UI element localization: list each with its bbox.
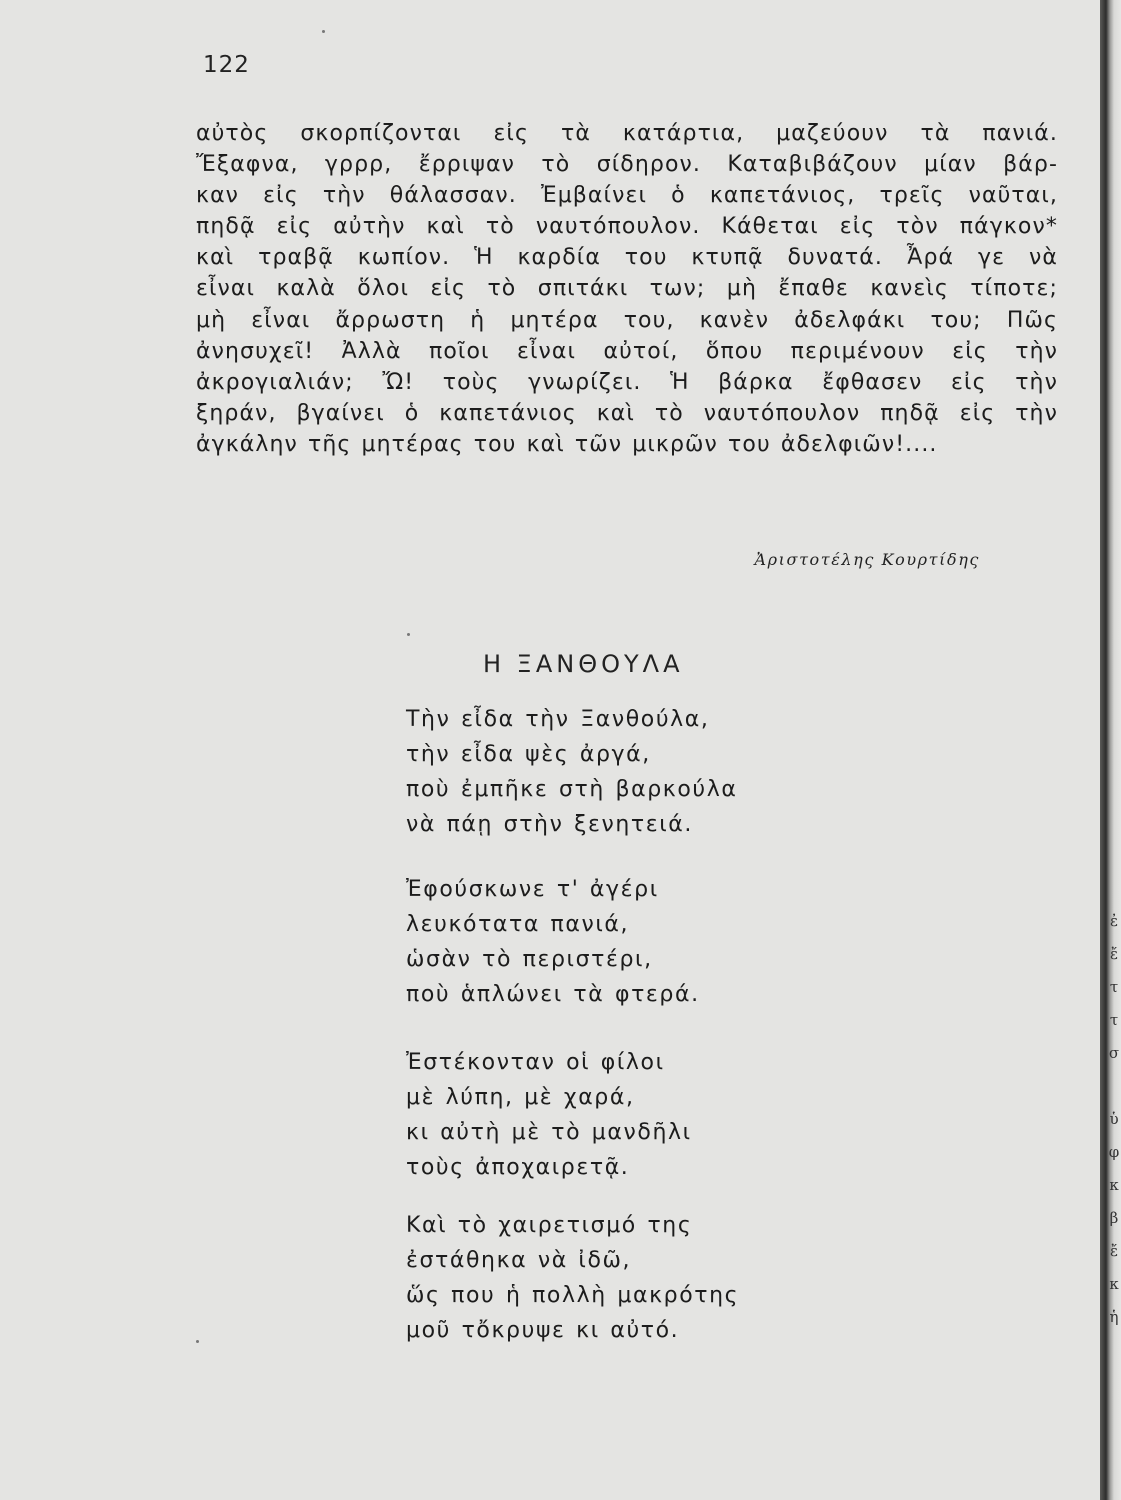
prose-line: ἀκρογιαλιάν; Ὤ! τοὺς γνωρίζει. Ἡ βάρκα ἔφθασεν εἰς τὴν (196, 369, 1058, 395)
poem-line: Τὴν εἶδα τὴν Ξανθούλα, (406, 707, 710, 732)
poem-line: τὴν εἶδα ψὲς ἀργά, (406, 742, 651, 767)
edge-letter (1108, 1070, 1120, 1103)
prose-line: καν εἰς τὴν θάλασσαν. Ἐμβαίνει ὁ καπετάνιος, τρεῖς ναῦται, (196, 183, 1058, 209)
paper-speck (322, 30, 325, 33)
poem-line: τοὺς ἀποχαιρετᾷ. (406, 1155, 630, 1180)
prose-line: ξηράν, βγαίνει ὁ καπετάνιος καὶ τὸ ναυτόπουλον πηδᾷ εἰς τὴν (196, 400, 1058, 426)
poem-line: ποὺ ἐμπῆκε στὴ βαρκούλα (406, 777, 738, 802)
prose-line: ἀγκάλην τῆς μητέρας του καὶ τῶν μικρῶν του ἀδελφιῶν!.... (196, 431, 938, 457)
edge-letter: ἔ (1109, 1242, 1119, 1260)
edge-letter: ἔ (1109, 945, 1119, 963)
prose-line: μὴ εἶναι ἄρρωστη ἡ μητέρα του, κανὲν ἀδελφάκι του; Πῶς (196, 307, 1058, 333)
book-spine-next-page-edge (1100, 0, 1121, 1500)
poem-line: Ἐστέκονταν οἱ φίλοι (406, 1050, 665, 1075)
poem-title: Η ΞΑΝΘΟΥΛΑ (483, 650, 684, 678)
poem-line: ὡσὰν τὸ περιστέρι, (406, 947, 653, 972)
prose-line: ἀνησυχεῖ! Ἀλλὰ ποῖοι εἶναι αὐτοί, ὅπου περιμένουν εἰς τὴν (196, 338, 1058, 364)
prose-line: αὐτὸς σκορπίζονται εἰς τὰ κατάρτια, μαζεύουν τὰ πανιά. (196, 121, 1058, 146)
poem-line: μοῦ τὄκρυψε κι αὐτό. (406, 1318, 680, 1343)
poem-line: ὥς που ἡ πολλὴ μακρότης (406, 1283, 740, 1308)
edge-letter: τ (1109, 978, 1119, 996)
edge-letter: β (1109, 1209, 1119, 1227)
prose-paragraph (196, 118, 1058, 460)
poem-line: Ἐφούσκωνε τ' ἀγέρι (406, 877, 659, 902)
poem-stanza (406, 1208, 739, 1348)
paper-speck (196, 1340, 199, 1343)
poem-line: ποὺ ἁπλώνει τὰ φτερά. (406, 982, 700, 1007)
poem-stanza (406, 872, 700, 1012)
edge-letter: ἡ (1109, 1308, 1119, 1326)
next-page-edge-letters (1108, 905, 1120, 1334)
edge-letter: κ (1109, 1275, 1119, 1293)
edge-letter: φ (1108, 1143, 1120, 1161)
poem-line: ἐστάθηκα νὰ ἰδῶ, (406, 1248, 632, 1273)
edge-letter: ἐ (1109, 912, 1119, 930)
poem-stanza (406, 702, 737, 842)
prose-line: Ἔξαφνα, γρρρ, ἔρριψαν τὸ σίδηρον. Καταβιβάζουν μίαν βάρ- (196, 152, 1058, 178)
poem-line: λευκότατα πανιά, (406, 912, 630, 937)
edge-letter: σ (1108, 1044, 1120, 1062)
poem-line: κι αὐτὴ μὲ τὸ μανδῆλι (406, 1120, 692, 1145)
prose-line: καὶ τραβᾷ κωπίον. Ἡ καρδία του κτυπᾷ δυνατά. Ἆρά γε νὰ (196, 245, 1058, 271)
prose-line: πηδᾷ εἰς αὐτὴν καὶ τὸ ναυτόπουλον. Κάθεται εἰς τὸν πάγκον* (196, 214, 1058, 240)
edge-letter: κ (1109, 1176, 1119, 1194)
author-signature: Ἀριστοτέλης Κουρτίδης (754, 550, 980, 569)
prose-line: εἶναι καλὰ ὅλοι εἰς τὸ σπιτάκι των; μὴ ἔπαθε κανεὶς τίποτε; (196, 276, 1058, 302)
edge-letter: ὑ (1109, 1110, 1119, 1128)
paper-speck (407, 633, 410, 636)
edge-letter: τ (1109, 1011, 1119, 1029)
page-number: 122 (203, 52, 250, 78)
poem-line: νὰ πάῃ στὴν ξενητειά. (406, 812, 693, 837)
poem-line: Καὶ τὸ χαιρετισμό της (406, 1213, 693, 1238)
poem-line: μὲ λύπη, μὲ χαρά, (406, 1085, 635, 1110)
poem-stanza (406, 1045, 692, 1185)
